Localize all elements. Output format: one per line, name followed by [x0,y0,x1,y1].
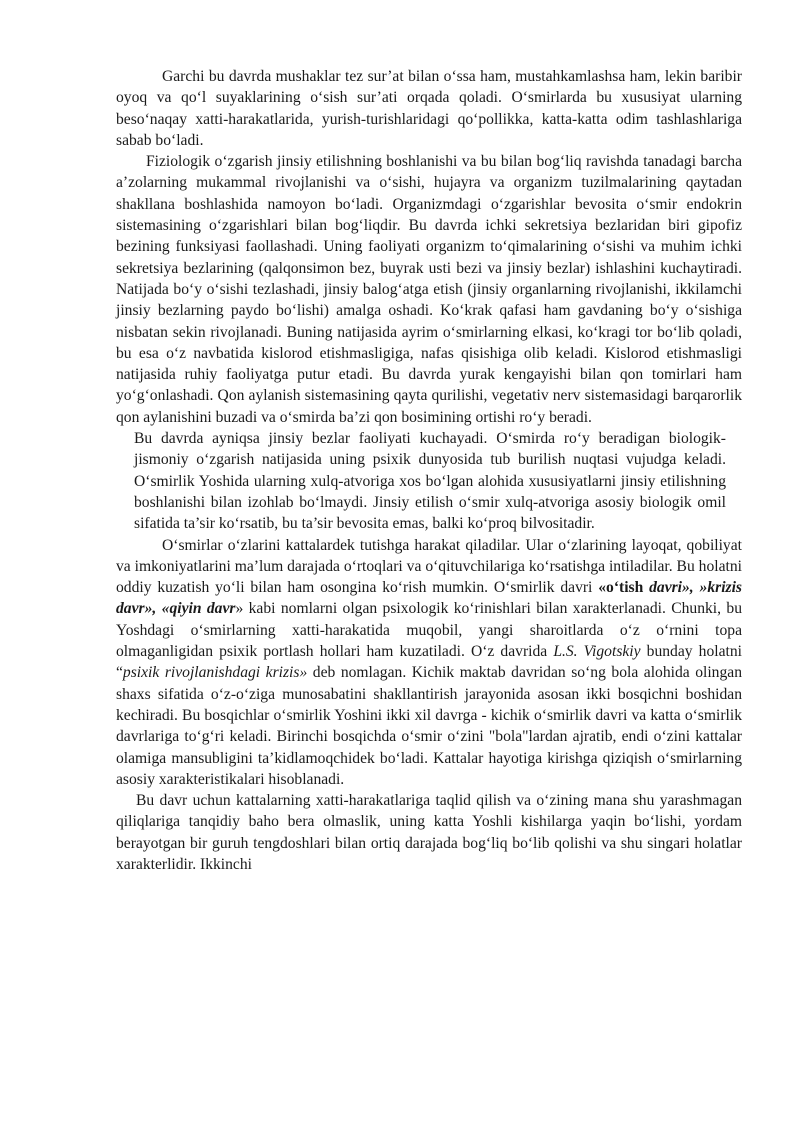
paragraph-1: Garchi bu davrda mushaklar tez sur’at bilan o‘ssa ham, mustahkamlashsa ham, lekin baribir oyoq va qo‘l suyaklarining o‘sish sur’ati orqada qoladi. O‘smirlarda bu xususiyat ularning beso‘naqay xatti-harakatlarida, yurish-turishlaridagi qo‘pollikka, katta-katta odim tashlashlariga sabab bo‘ladi. [116,68,742,149]
paragraph-4-italic-author: L.S. Vigotskiy [553,643,641,661]
paragraph-5: Bu davr uchun kattalarning xatti-harakatlariga taqlid qilish va o‘zining mana shu yarashmagan qiliqlariga tanqidiy baho bera olmaslik, uning katta Yoshli kishilarga yaqin bo‘lishi, yordam berayotgan bir guruh tengdoshlari bilan ortiq darajada bog‘liq bo‘lib qolishi va shu singari holatlar xarakterlidir. Ikkinchi [116,792,742,873]
paragraph-4-bold-1: «o‘tish [598,579,650,597]
paragraph-3: Bu davrda ayniqsa jinsiy bezlar faoliyati kuchayadi. O‘smirda ro‘y beradigan biologik-jismoniy o‘zgarish natijasida uning psixik dunyosida tub burilish nuqtasi vujudga keladi. O‘smirlik Yoshida ularning xulq-atvoriga xos bo‘lgan alohida xususiyatlarni jinsiy etilishning boshlanishi bilan izohlab bo‘lmaydi. Jinsiy etilish o‘smir xulq-atvoriga asosiy biologik omil sifatida ta’sir ko‘rsatib, bu ta’sir bevosita emas, balki ko‘proq bilvositadir. [134,430,726,533]
paragraph-4 [116,535,742,791]
paragraph-4-bold-italic-1: davri», »krizis davr», «qiyin davr [116,579,742,618]
paragraph-4-text-3: bunday holatni “ [116,643,742,682]
paragraph-2: Fiziologik o‘zgarish jinsiy etilishning boshlanishi va bu bilan bog‘liq ravishda tanadagi barcha a’zolarning mukammal rivojlanishi va o‘sishi, hujayra va organizm tuzilmalarining qaytadan shakllana boshlashida namoyon bo‘ladi. Organizmdagi o‘zgarishlar bevosita o‘smir endokrin sistemasining o‘zgarishlari bilan bog‘liqdir. Bu davrda ichki sekretsiya bezlaridan biri gipofiz bezining funksiyasi faollashadi. Uning faoliyati organizm to‘qimalarining o‘sishi va muhim ichki sekretsiya bezlarining (qalqonsimon bez, buyrak usti bezi va jinsiy bezlar) ishlashini kuchaytiradi. Natijada bo‘y o‘sishi tezlashadi, jinsiy balog‘atga etish (jinsiy organlarning rivojlanishi, ikkilamchi jinsiy bezlarning paydo bo‘lishi) amalga oshadi. Ko‘krak qafasi ham gavdaning bo‘y o‘sishiga nisbatan sekin rivojlanadi. Buning natijasida ayrim o‘smirlarning elkasi, ko‘kragi tor bo‘lib qoladi, bu esa o‘z navbatida kislorod etishmasligiga, nafas qisishiga olib keladi. Kislorod etishmasligi natijasida ruhiy faoliyatga putur etadi. Bu davrda yurak kengayishi bilan qon tomirlari ham yo‘g‘onlashadi. Qon aylanish sistemasining qayta qurilishi, vegetativ nerv sistemasidagi barqarorlik qon aylanishini buzadi va o‘smirda ba’zi qon bosimining ortishi ro‘y beradi. [116,153,742,426]
paragraph-4-text-1: O‘smirlar o‘zlarini kattalardek tutishga harakat qiladilar. Ular o‘zlarining layoqat, qobiliyat va imkoniyatlarini ma’lum darajada o‘rtoqlari va o‘qituvchilariga ko‘rsatishga intiladilar. Bu holatni oddiy kuzatish yo‘li bilan ham osongina ko‘rish mumkin. O‘smirlik davri [116,536,742,597]
paragraph-4-italic-term: psixik rivojlanishdagi krizis» [122,664,308,682]
paragraph-4-text-4: deb nomlagan. Kichik maktab davridan so‘ng bola alohida olingan shaxs sifatida o‘z-o‘ziga munosabatini shakllantirish jarayonida asosan ikki bosqichni boshidan kechiradi. Bu bosqichlar o‘smirlik Yoshini ikki xil davrga - kichik o‘smirlik davri va katta o‘smirlik davrlariga to‘g‘ri keladi. Birinchi bosqichda o‘smir o‘zini "bola"lardan ajratib, endi o‘zini kattalar olamiga mansubligini ta’kidlamoqchidek bo‘ladi. Kattalar hayotiga kirishga qiziqish o‘smirlarning asosiy xarakteristikalari hisoblanadi. [116,664,742,788]
paragraph-4-text-2: » kabi nomlarni olgan psixologik ko‘rinishlari bilan xarakterlanadi. Chunki, bu Yoshdagi o‘smirlarning xatti-harakatida muqobil, yangi sharoitlarda o‘z o‘rnini topa olmaganligidan psixik portlash hollari ham kuzatiladi. O‘z davrida [116,600,743,661]
body-text [116,66,742,875]
